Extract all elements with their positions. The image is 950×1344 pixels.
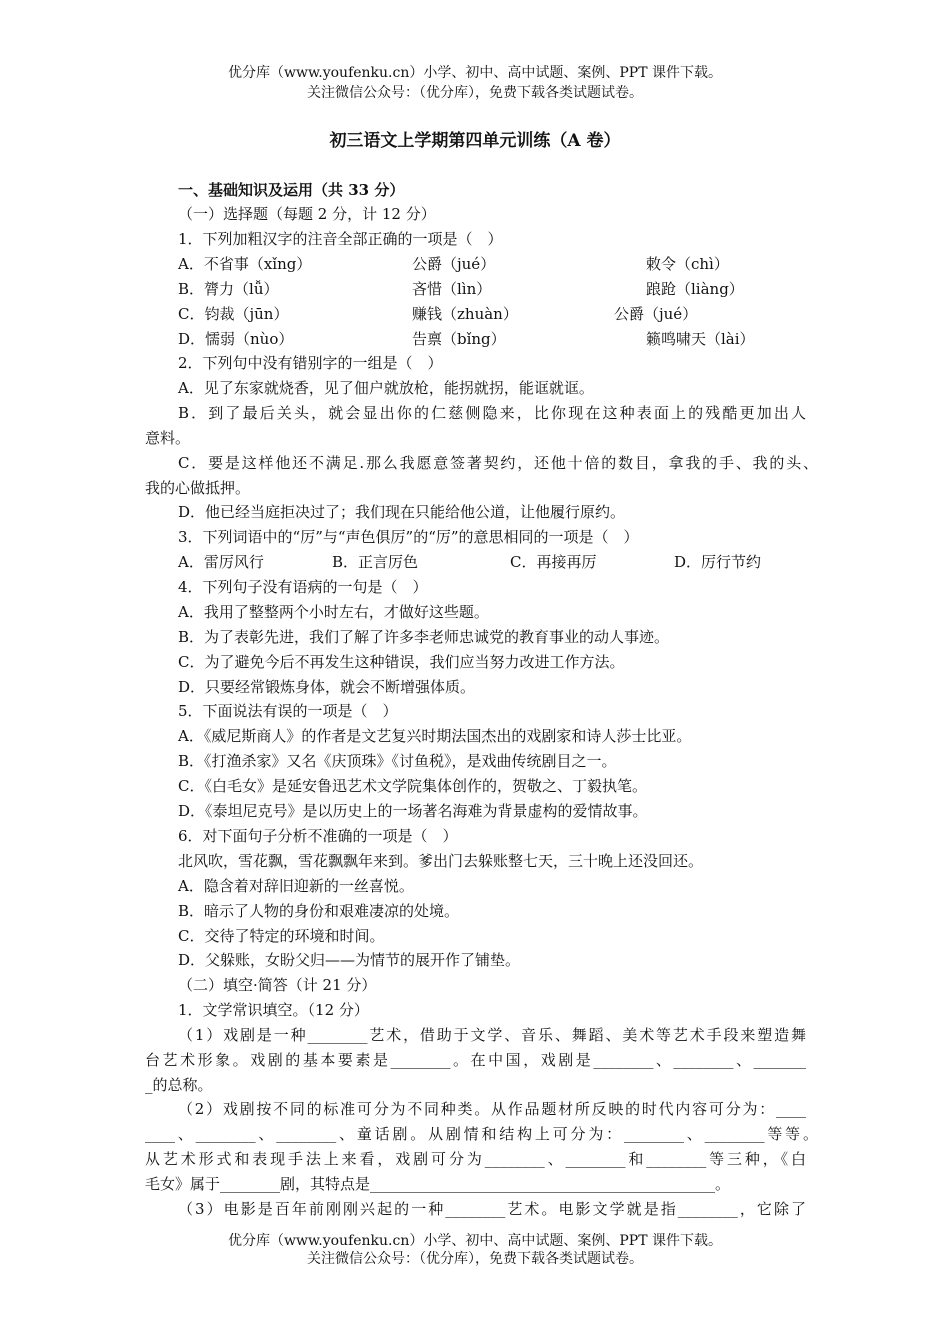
q1-option-c-2: 赚钱（zhuàn）: [412, 305, 518, 323]
q5-option-c: C．《白毛女》是延安鲁迅艺术文学院集体创作的，贺敬之、丁毅执笔。: [178, 777, 647, 795]
q6-option-b: B．暗示了人物的身份和艰难凄凉的处境。: [178, 902, 460, 920]
q2-option-a: A．见了东家就烧香，见了佃户就放枪，能拐就拐，能诓就诓。: [178, 379, 594, 397]
q6-option-d: D．父躲账，女盼父归——为情节的展开作了铺垫。: [178, 951, 521, 969]
fill-para-2-line-3: 从艺术形式和表现手法上来看，戏剧可分为________、________和________等三种，《白: [145, 1150, 806, 1168]
footer-line-1: 优分库（www.youfenku.cn）小学、初中、高中试题、案例、PPT 课件下载。: [227, 1233, 722, 1249]
fill-para-2-line-2: ____、________、________、童话剧。从剧情和结构上可分为：________、________等等。: [145, 1125, 818, 1143]
header-line-2: 关注微信公众号：（优分库），免费下载各类试题试卷。: [307, 85, 643, 101]
q3-option-c: C．再接再厉: [510, 553, 597, 571]
q1-option-a-3: 敕令（chì）: [646, 255, 729, 273]
q2-option-b: B．到了最后关头，就会显出你的仁慈侧隐来，比你现在这种表面上的残酷更加出人: [178, 404, 806, 422]
fill-question-stem: 1．文学常识填空。（12 分）: [178, 1001, 369, 1019]
q4-option-a: A．我用了整整两个小时左右，才做好这些题。: [178, 603, 489, 621]
header-line-1: 优分库（www.youfenku.cn）小学、初中、高中试题、案例、PPT 课件下载。: [227, 65, 722, 81]
q2-option-c: C．要是这样他还不满足.那么我愿意签著契约，还他十倍的数目，拿我的手、我的头、: [178, 454, 818, 472]
q1-option-d-1: D．懦弱（nùo）: [178, 330, 294, 348]
question-1-stem: 1．下列加粗汉字的注音全部正确的一项是（ ）: [178, 230, 503, 248]
fill-para-1-line-3: _的总称。: [145, 1076, 213, 1094]
fill-para-2-line-4: 毛女》属于________剧，其特点是______________________________________________。: [145, 1175, 731, 1193]
q3-option-a: A．雷厉风行: [178, 553, 264, 571]
q4-option-b: B．为了表彰先进，我们了解了许多李老师忠诚党的教育事业的动人事迹。: [178, 628, 670, 646]
q2-option-b-cont: 意料。: [145, 429, 191, 447]
question-5-stem: 5．下面说法有误的一项是（ ）: [178, 702, 398, 720]
q6-quote: 北风吹，雪花飘，雪花飘飘年来到。爹出门去躲账整七天，三十晚上还没回还。: [178, 852, 704, 870]
q1-option-b-2: 吝惜（lìn）: [412, 280, 492, 298]
q1-option-b-1: B．膂力（lǚ）: [178, 280, 279, 298]
q3-option-b: B．正言厉色: [332, 553, 419, 571]
q6-option-a: A．隐含着对辞旧迎新的一丝喜悦。: [178, 877, 414, 895]
page-title: 初三语文上学期第四单元训练（A 卷）: [329, 131, 621, 151]
q2-option-d: D．他已经当庭拒决过了；我们现在只能给他公道，让他履行原约。: [178, 503, 626, 521]
q5-option-a: A．《威尼斯商人》的作者是文艺复兴时期法国杰出的戏剧家和诗人莎士比亚。: [178, 727, 692, 745]
fill-para-1-line-1: （1）戏剧是一种________艺术，借助于文学、音乐、舞蹈、美术等艺术手段来塑造舞: [178, 1026, 806, 1044]
question-2-stem: 2．下列句中没有错别字的一组是（ ）: [178, 354, 443, 372]
fill-para-3-line-1: （3）电影是百年前刚刚兴起的一种________艺术。电影文学就是指________，它除了: [178, 1200, 806, 1218]
q2-option-c-cont: 我的心做抵押。: [145, 479, 251, 497]
subsection-heading-2: （二）填空·简答（计 21 分）: [178, 976, 377, 994]
q6-option-c: C．交待了特定的环境和时间。: [178, 927, 385, 945]
question-4-stem: 4．下列句子没有语病的一句是（ ）: [178, 578, 428, 596]
fill-para-2-line-1: （2）戏剧按不同的标准可分为不同种类。从作品题材所反映的时代内容可分为：____: [178, 1100, 806, 1118]
q4-option-d: D．只要经常锻炼身体，就会不断增强体质。: [178, 678, 476, 696]
q1-option-d-2: 告禀（bǐng）: [412, 330, 506, 348]
footer-line-2: 关注微信公众号：（优分库），免费下载各类试题试卷。: [307, 1251, 643, 1267]
q4-option-c: C．为了避免今后不再发生这种错误，我们应当努力改进工作方法。: [178, 653, 625, 671]
q1-option-a-1: A．不省事（xǐng）: [178, 255, 312, 273]
q5-option-d: D．《泰坦尼克号》是以历史上的一场著名海难为背景虚构的爱情故事。: [178, 802, 648, 820]
q1-option-c-3: 公爵（jué）: [614, 305, 698, 323]
fill-para-1-line-2: 台艺术形象。戏剧的基本要素是________。在中国，戏剧是________、________、_______: [145, 1051, 806, 1069]
q3-option-d: D．厉行节约: [674, 553, 762, 571]
q1-option-b-3: 踉跄（liàng）: [646, 280, 744, 298]
subsection-heading-1: （一）选择题（每题 2 分，计 12 分）: [178, 205, 436, 223]
q1-option-a-2: 公爵（jué）: [412, 255, 496, 273]
question-6-stem: 6．对下面句子分析不准确的一项是（ ）: [178, 827, 458, 845]
section-heading: 一、基础知识及运用（共 33 分）: [178, 181, 405, 199]
q1-option-c-1: C．钧裁（jūn）: [178, 305, 289, 323]
q5-option-b: B．《打渔杀家》又名《庆顶珠》《讨鱼税》，是戏曲传统剧目之一。: [178, 752, 617, 770]
question-3-stem: 3．下列词语中的“厉”与“声色俱厉”的“厉”的意思相同的一项是（ ）: [178, 528, 639, 546]
q1-option-d-3: 籁鸣啸天（lài）: [646, 330, 755, 348]
